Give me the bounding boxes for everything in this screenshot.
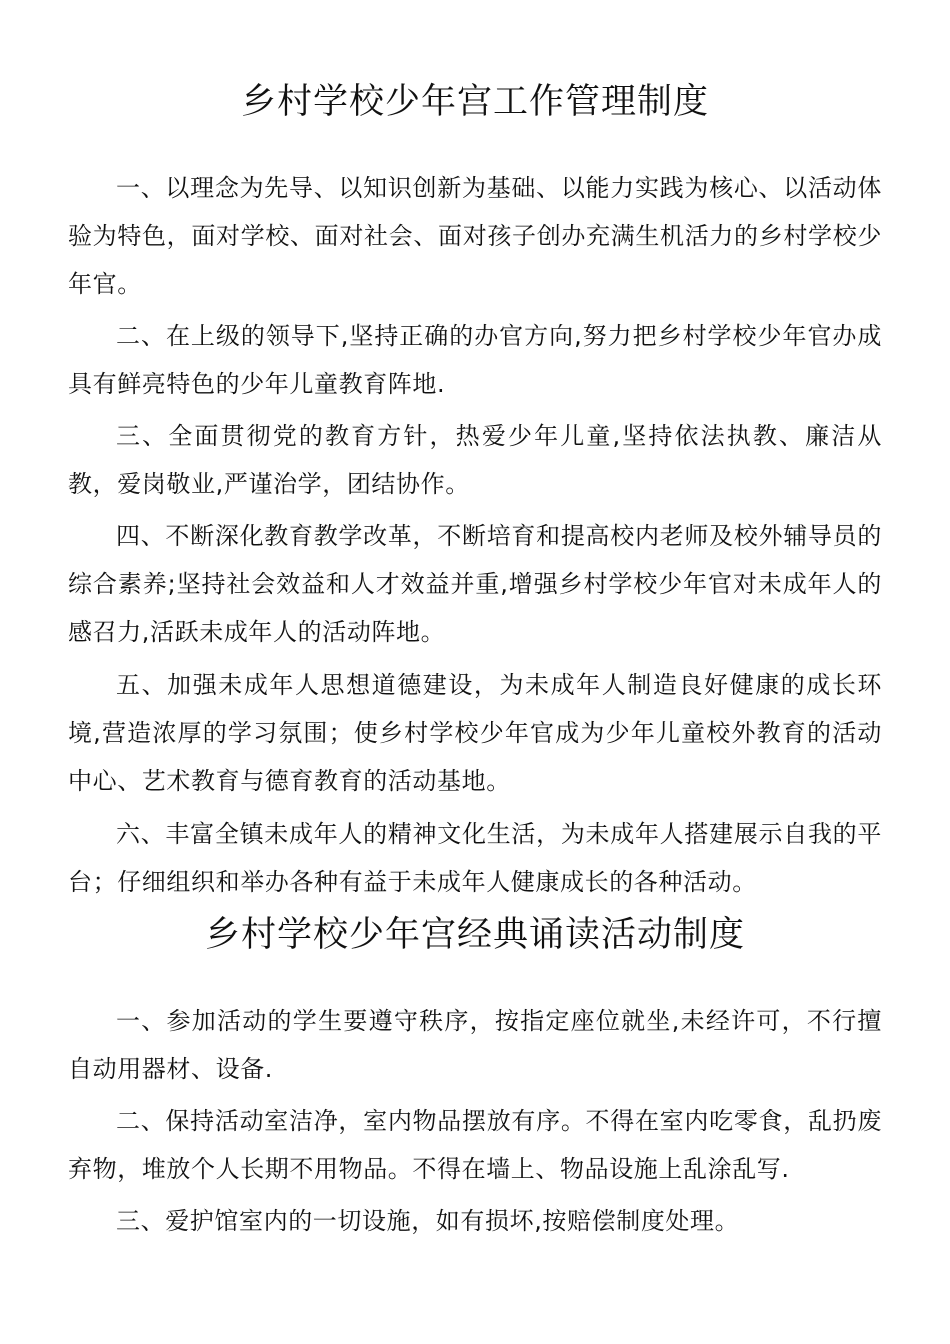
reading-paragraph-1: 一、参加活动的学生要遵守秩序，按指定座位就坐,未经许可，不行擅自动用器材、设备. — [68, 1007, 882, 1083]
paragraph-1: 一、以理念为先导、以知识创新为基础、以能力实践为核心、以活动体验为特色，面对学校、面对社会、面对孩子创办充满生机活力的乡村学校少年官。 — [68, 174, 882, 298]
paragraph-3: 三、全面贯彻党的教育方针，热爱少年儿童,坚持依法执教、廉洁从教，爱岗敬业,严谨治学，团结协作。 — [68, 422, 882, 498]
paragraph-5: 五、加强未成年人思想道德建设，为未成年人制造良好健康的成长环境,营造浓厚的学习氛围；使乡村学校少年官成为少年儿童校外教育的活动中心、艺术教育与德育教育的活动基地。 — [68, 671, 882, 795]
reading-paragraph-3: 三、爱护馆室内的一切设施，如有损坏,按赔偿制度处理。 — [116, 1207, 740, 1235]
section-title-management: 乡村学校少年宫工作管理制度 — [240, 82, 709, 122]
paragraph-4: 四、不断深化教育教学改革，不断培育和提高校内老师及校外辅导员的综合素养;坚持社会效益和人才效益并重,增强乡村学校少年官对未成年人的感召力,活跃未成年人的活动阵地。 — [68, 522, 882, 646]
section-title-reading: 乡村学校少年宫经典诵读活动制度 — [204, 915, 745, 955]
paragraph-6: 六、丰富全镇未成年人的精神文化生活，为未成年人搭建展示自我的平台；仔细组织和举办各种有益于未成年人健康成长的各种活动。 — [68, 820, 882, 896]
paragraph-2: 二、在上级的领导下,坚持正确的办官方向,努力把乡村学校少年官办成具有鲜亮特色的少年儿童教育阵地. — [68, 322, 882, 398]
reading-paragraph-2: 二、保持活动室洁净，室内物品摆放有序。不得在室内吃零食，乱扔废弃物，堆放个人长期不用物品。不得在墙上、物品设施上乱涂乱写. — [68, 1107, 882, 1183]
